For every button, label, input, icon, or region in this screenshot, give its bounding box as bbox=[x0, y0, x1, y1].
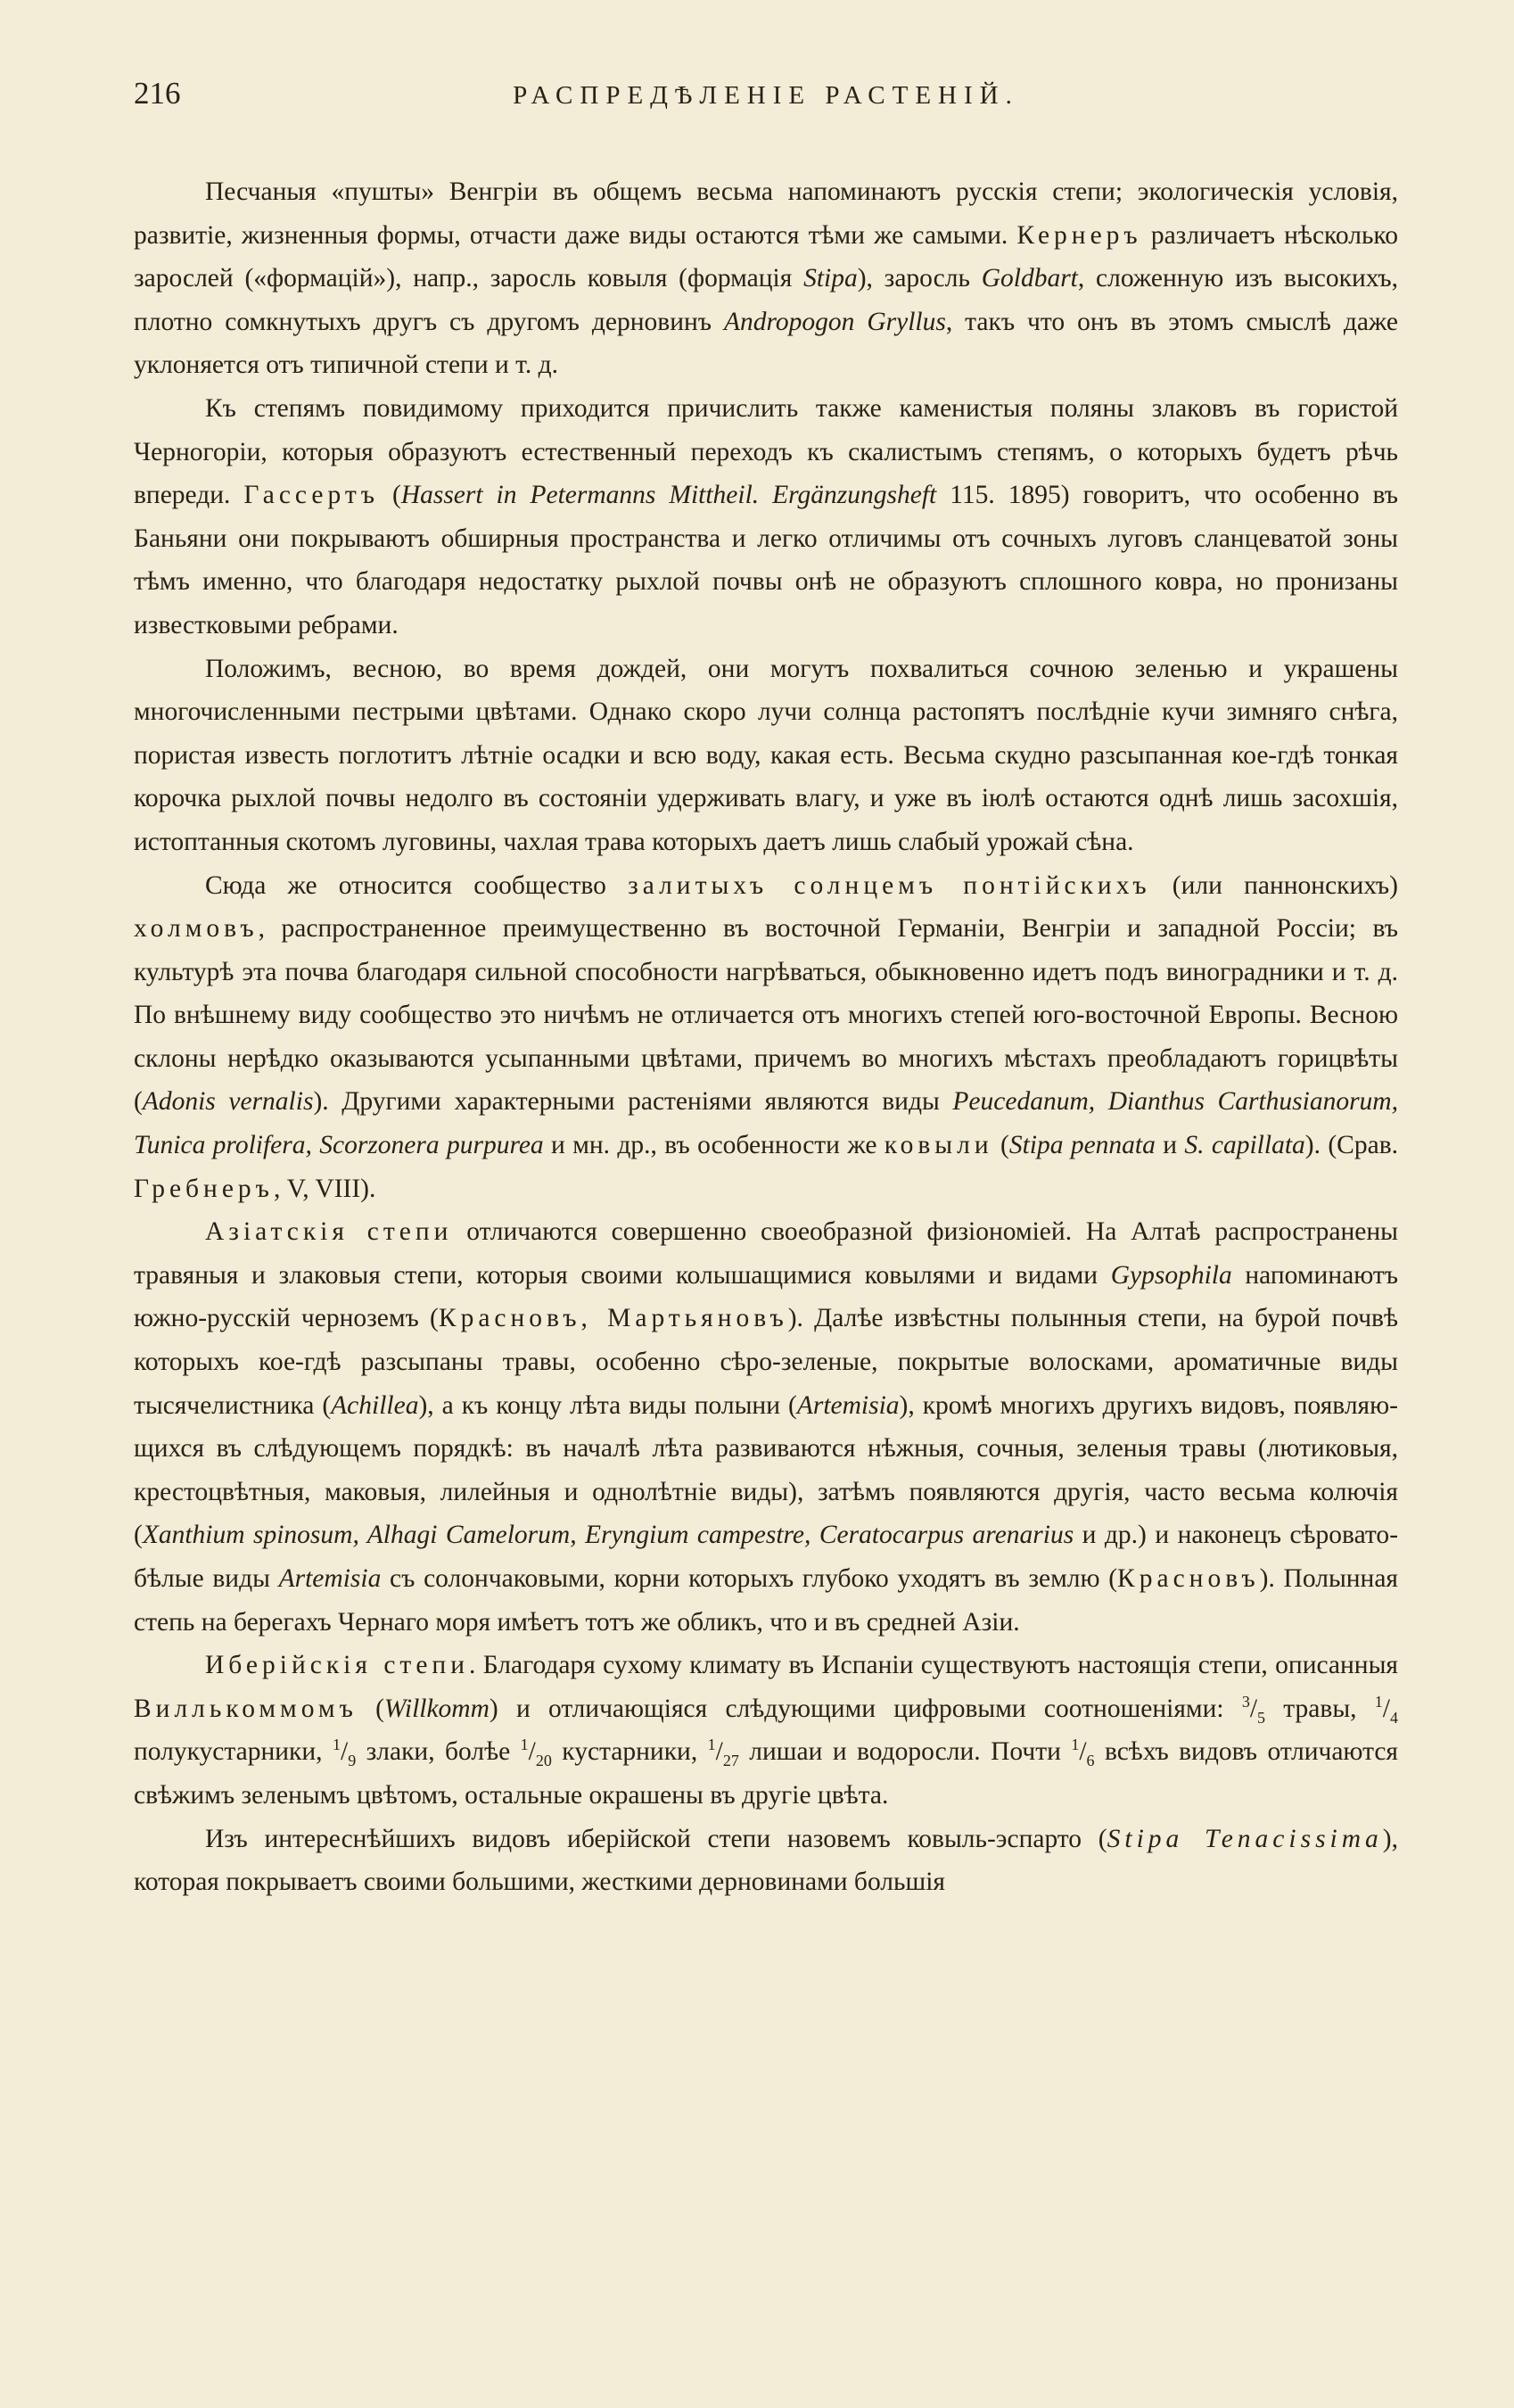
text-run: ), которая покрываетъ своими большими, жесткими дерновинами большія bbox=[134, 1824, 1398, 1897]
text-run: травы, bbox=[1265, 1694, 1375, 1723]
section-term: Иберійскія степи bbox=[205, 1651, 469, 1680]
latin-name: Goldbart bbox=[981, 264, 1078, 293]
text-run: ( bbox=[992, 1131, 1009, 1160]
text-run: различаетъ нѣсколько зарослей («формацій»), напр., заросль ковыля (формація bbox=[134, 220, 1399, 293]
running-title: РАСПРЕДѢЛЕНІЕ РАСТЕНІЙ. bbox=[513, 81, 1019, 110]
text-run: ). Далѣе извѣстны полынныя степи, на бурой почвѣ которыхъ кое-гдѣ разсыпаны травы, особенно сѣро-зеленые, покрытые волосками, ароматичные виды тысячелистника ( bbox=[134, 1304, 1399, 1420]
spaced-term: холмовъ bbox=[134, 914, 259, 944]
reference: Willkomm bbox=[383, 1694, 490, 1723]
page-header bbox=[134, 76, 1398, 129]
text-run: ), кромѣ многихъ другихъ видовъ, появляющихся въ слѣдующемъ порядкѣ: въ началѣ лѣта развиваются нѣжныя, сочныя, зеленыя травы (лютиковыя, крестоцвѣтныя, маковыя, лилейныя и однолѣтніе виды), затѣмъ появляются другія, часто весьма колючія ( bbox=[134, 1390, 1398, 1550]
page-number: 216 bbox=[134, 76, 181, 111]
latin-name: S. capillata bbox=[1184, 1131, 1305, 1160]
fraction-numerator: 1 bbox=[1374, 1692, 1383, 1711]
author-name: Красновъ bbox=[1117, 1564, 1260, 1593]
fraction-denominator: 5 bbox=[1257, 1708, 1266, 1727]
fraction-numerator: 1 bbox=[707, 1736, 716, 1754]
text-run: Къ степямъ повидимому приходится причислить также каменистыя поляны злаковъ въ гористой Черногоріи, которыя образуютъ естественный переходъ къ скалистымъ степямъ, о которыхъ будетъ рѣчь впереди. bbox=[134, 393, 1398, 510]
text-run: кустарники, bbox=[551, 1737, 708, 1767]
latin-name: Peucedanum, Dianthus Carthusianorum, Tunica prolifera, Scorzonera purpurea bbox=[134, 1087, 1398, 1160]
fraction-denominator: 4 bbox=[1389, 1708, 1398, 1727]
paragraph-hungarian-steppes bbox=[134, 170, 1398, 387]
author-name: Красновъ, Мартьяновъ bbox=[438, 1304, 788, 1333]
text-run: Изъ интереснѣйшихъ видовъ иберійской степи назовемъ ковыль-эспарто ( bbox=[205, 1824, 1107, 1853]
spaced-term: ковыли bbox=[884, 1131, 993, 1160]
author-name: Гассертъ bbox=[243, 481, 379, 510]
fraction-denominator: 9 bbox=[348, 1752, 357, 1770]
body-text bbox=[134, 170, 1398, 1904]
text-run: , сложенную изъ высокихъ, плотно сомкнутыхъ другъ съ другомъ дерновинъ bbox=[134, 264, 1399, 336]
text-run: и мн. др., въ особенности же bbox=[543, 1131, 885, 1160]
text-run: ). (Срав. bbox=[1304, 1131, 1398, 1160]
latin-name: Xanthium spinosum, Alhagi Camelorum, Eryngium campestre, Ceratocarpus arenarius bbox=[142, 1521, 1074, 1550]
text-run: полукустарники, bbox=[134, 1737, 333, 1767]
fraction-denominator: 20 bbox=[535, 1752, 552, 1770]
text-run: и bbox=[1155, 1131, 1185, 1160]
fraction-denominator: 27 bbox=[722, 1752, 739, 1770]
author-name: Кернеръ bbox=[1016, 220, 1142, 250]
fraction-numerator: 3 bbox=[1241, 1692, 1250, 1711]
text-run: злаки, болѣе bbox=[356, 1737, 521, 1767]
text-run: 115. 1895) говоритъ, что особенно въ Баньяни они покрываютъ обширныя пространства и легко отличимы отъ сочныхъ луговъ сланцеватой зоны тѣмъ именно, что благодаря недостатку рыхлой почвы онѣ не образуютъ сплошного ковра, но пронизаны известковыми ребрами. bbox=[134, 481, 1399, 639]
latin-name: Stipa pennata bbox=[1008, 1131, 1156, 1160]
text-run: и др.) и наконецъ сѣроватобѣлые виды bbox=[134, 1521, 1399, 1593]
latin-name: Andropogon Gryllus bbox=[723, 307, 946, 336]
fraction-numerator: 1 bbox=[520, 1736, 529, 1754]
text-run: Сюда же относится сообщество bbox=[205, 870, 629, 900]
paragraph-esparto bbox=[134, 1818, 1398, 1904]
paragraph-asian-steppes bbox=[134, 1210, 1398, 1644]
text-run: (или паннонскихъ) bbox=[1150, 870, 1398, 900]
paragraph-seasons bbox=[134, 647, 1398, 864]
text-run: , такъ что онъ въ этомъ смыслѣ даже уклоняется отъ типичной степи и т. д. bbox=[134, 307, 1399, 380]
text-run: ) и отличающіяся слѣдующими цифровыми соотношеніями: bbox=[489, 1694, 1242, 1723]
spaced-term: залитыхъ солнцемъ понтійскихъ bbox=[628, 870, 1151, 900]
fraction-denominator: 6 bbox=[1086, 1752, 1095, 1770]
text-run: ), а къ концу лѣта виды полыни ( bbox=[418, 1390, 797, 1420]
fraction-numerator: 1 bbox=[1071, 1736, 1080, 1754]
paragraph-montenegro bbox=[134, 387, 1398, 647]
text-run: напоминаютъ южно-русскій черноземъ ( bbox=[134, 1260, 1398, 1333]
text-run: отличаются совершенно своеобразной физіономіей. На Алтаѣ распространены травяныя и злаковыя степи, которыя своими колышащимися ковылями и видами bbox=[134, 1217, 1398, 1290]
text-run: ). Полынная степь на берегахъ Чернаго моря имѣетъ тотъ же обликъ, что и въ средней Азіи. bbox=[134, 1564, 1398, 1637]
latin-name: Adonis vernalis bbox=[142, 1087, 314, 1117]
paragraph-iberian-steppes: Иберійскія степи. Благодаря сухому климату въ Испаніи существуютъ настоящія степи, описанныя Виллькоммомъ (Willkomm) и отличающіяся слѣдующими цифровыми соотношеніями: $^3/_5$ травы, $^1/_4$ полукустарники, $^1/_9$ злаки, болѣе $^1/_{20}$ кустарники, $^1/_{27}$ лишаи и водоросли. Почти $^1/_6$ всѣхъ видовъ отличаются свѣжимъ зеленымъ цвѣтомъ, остальные окрашены въ другіе цвѣта. bbox=[134, 1651, 1399, 1810]
latin-name: Gypsophila bbox=[1110, 1260, 1232, 1290]
text-run: лишаи и водоросли. Почти bbox=[738, 1737, 1072, 1767]
text-run: , распространенное преимущественно въ восточной Германіи, Венгріи и западной Россіи; въ культурѣ эта почва благодаря сильной способности нагрѣваться, обыкновенно идетъ подъ виноградники и т. д. По внѣшнему виду сообщество это ничѣмъ не отличается отъ многихъ степей юго-восточной Европы. Весною склоны нерѣдко оказываются усыпанными цвѣтами, причемъ во многихъ мѣстахъ преобладаютъ горицвѣты ( bbox=[134, 914, 1398, 1117]
author-name: Виллькоммомъ bbox=[134, 1694, 358, 1723]
reference: Hassert in Petermanns Mittheil. Ergänzungsheft bbox=[400, 481, 937, 510]
text-run: . Благодаря сухому климату въ Испаніи существуютъ настоящія степи, описанныя bbox=[468, 1651, 1398, 1680]
latin-name: Artemisia bbox=[796, 1390, 900, 1420]
latin-name: Artemisia bbox=[278, 1564, 382, 1593]
section-term: Азіатскія степи bbox=[205, 1217, 453, 1247]
text-run: Положимъ, весною, во время дождей, они могутъ похвалиться сочною зеленью и украшены многочисленными пестрыми цвѣтами. Однако скоро лучи солнца растопятъ послѣдніе кучи зимняго снѣга, пористая известь поглотитъ лѣтніе осадки и всю воду, какая есть. Весьма скудно разсыпанная кое-гдѣ тонкая корочка рыхлой почвы недолго въ состояніи удерживать влагу, и уже въ іюлѣ остаются однѣ лишь засохшія, истоптанныя скотомъ луговины, чахлая трава которыхъ даетъ лишь слабый урожай сѣна. bbox=[134, 654, 1398, 856]
text-run: съ солончаковыми, корни которыхъ глубоко уходятъ въ землю ( bbox=[381, 1564, 1118, 1593]
latin-name: Achillea bbox=[331, 1390, 419, 1420]
paragraph-pontic-hills bbox=[134, 864, 1398, 1211]
latin-name: Stipa bbox=[803, 264, 858, 293]
text-run: ( bbox=[378, 481, 401, 510]
text-run: всѣхъ видовъ отличаются свѣжимъ зеленымъ цвѣтомъ, остальные окрашены въ другіе цвѣта. bbox=[134, 1737, 1399, 1810]
text-run: ( bbox=[357, 1694, 384, 1723]
latin-name: Stipa Tenacissima bbox=[1107, 1824, 1383, 1853]
author-name: Гребнеръ bbox=[134, 1174, 274, 1203]
text-run: ). Другими характерными растеніями являются виды bbox=[313, 1087, 953, 1117]
text-run: ), заросль bbox=[857, 264, 982, 293]
fraction-numerator: 1 bbox=[332, 1736, 341, 1754]
text-run: Песчаныя «пушты» Венгріи въ общемъ весьма напоминаютъ русскія степи; экологическія условія, развитіе, жизненныя формы, отчасти даже виды остаются тѣми же самыми. bbox=[134, 177, 1398, 250]
text-run: , V, VIII). bbox=[273, 1174, 376, 1203]
